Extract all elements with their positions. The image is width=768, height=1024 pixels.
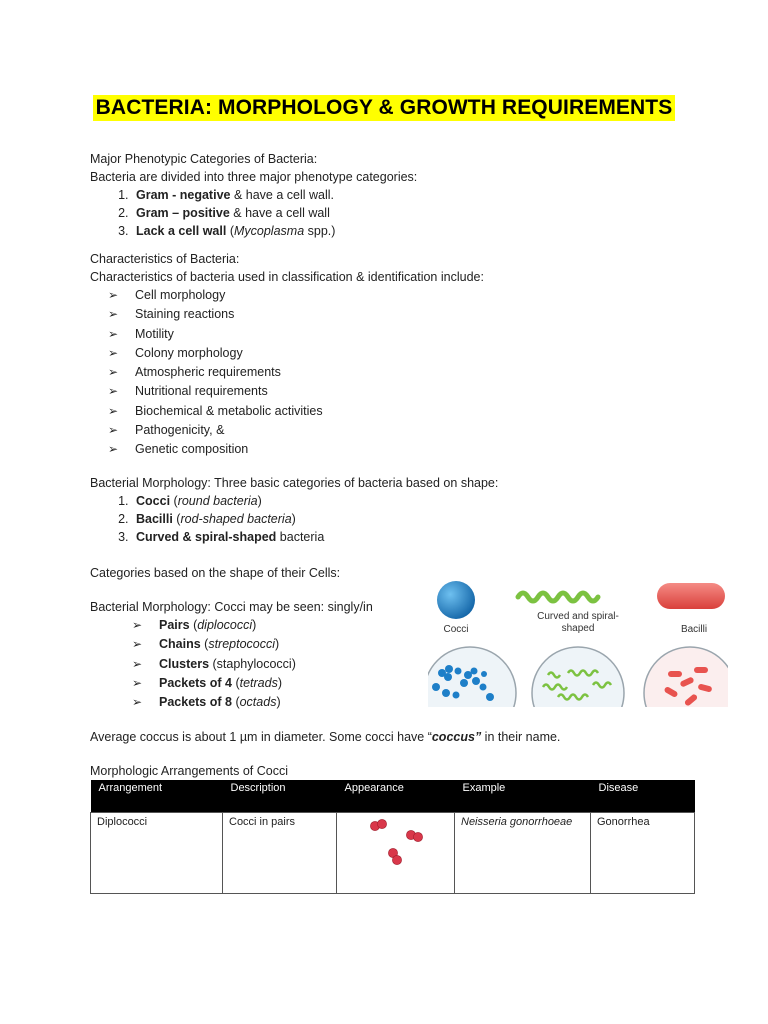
- characteristics-intro: Characteristics of bacteria used in classification & identification include:: [90, 270, 484, 284]
- table-title: Morphologic Arrangements of Cocci: [90, 764, 289, 778]
- cocci-arrangements-table: [90, 780, 695, 894]
- phenotypic-intro: Bacteria are divided into three major phenotype categories:: [90, 170, 418, 184]
- list-item: ➢ Pathogenicity, &: [108, 421, 710, 440]
- phenotypic-section: [90, 150, 710, 240]
- characteristics-section: [90, 250, 710, 460]
- bacteria-shapes-svg: [428, 575, 728, 707]
- header-example: Example: [455, 780, 591, 813]
- curved-label-line2: shaped: [561, 623, 595, 634]
- header-arrangement: Arrangement: [91, 780, 223, 813]
- list-item: ➢ Biochemical & metabolic activities: [108, 402, 710, 421]
- curved-label-line1: Curved and spiral-: [537, 611, 619, 622]
- list-item: 2. Gram – positive & have a cell wall: [132, 204, 710, 222]
- cell-disease: Gonorrhea: [591, 813, 695, 894]
- list-item: 1. Cocci (round bacteria): [132, 492, 710, 510]
- list-item: ➢ Clusters (staphylococci): [132, 655, 410, 674]
- cocci-seen-intro: Bacterial Morphology: Cocci may be seen: singly/in: [90, 600, 373, 614]
- header-disease: Disease: [591, 780, 695, 813]
- list-item: 3. Lack a cell wall (Mycoplasma spp.): [132, 222, 710, 240]
- spiral-icon: [518, 593, 598, 601]
- page-title: BACTERIA: MORPHOLOGY & GROWTH REQUIREMENTS: [93, 95, 676, 121]
- list-item: ➢ Nutritional requirements: [108, 382, 710, 401]
- average-coccus-text: [90, 728, 710, 746]
- cell-description: Cocci in pairs: [223, 813, 337, 894]
- cell-arrangement: Diplococci: [91, 813, 223, 894]
- bacilli-label: Bacilli: [680, 624, 708, 635]
- list-item: 2. Bacilli (rod-shaped bacteria): [132, 510, 710, 528]
- list-item: 3. Curved & spiral-shaped bacteria: [132, 528, 710, 546]
- list-item: ➢ Staining reactions: [108, 305, 710, 324]
- list-item: ➢ Pairs (diplococci): [132, 616, 410, 635]
- diplococci-icon: [343, 816, 433, 876]
- header-description: Description: [223, 780, 337, 813]
- table-row: [91, 813, 695, 894]
- cocci-micrograph: [428, 647, 516, 707]
- list-item: ➢ Packets of 8 (octads): [132, 693, 410, 712]
- title-wrap: [0, 95, 768, 121]
- characteristics-heading: Characteristics of Bacteria:: [90, 252, 240, 266]
- list-item: ➢ Motility: [108, 325, 710, 344]
- characteristics-list: [90, 286, 710, 460]
- table-header-row: [91, 780, 695, 813]
- list-item: ➢ Chains (streptococci): [132, 635, 410, 654]
- list-item: ➢ Cell morphology: [108, 286, 710, 305]
- header-appearance: Appearance: [337, 780, 455, 813]
- phenotypic-list: [90, 186, 710, 240]
- bacteria-shapes-figure: [428, 575, 728, 707]
- list-item: ➢ Colony morphology: [108, 344, 710, 363]
- average-coccus: Average coccus is about 1 µm in diameter. Some cocci have “coccus” in their name.: [90, 730, 561, 744]
- cell-appearance: [337, 813, 455, 894]
- morphology-intro: Bacterial Morphology: Three basic categories of bacteria based on shape:: [90, 476, 499, 490]
- cell-example: Neisseria gonorrhoeae: [455, 813, 591, 894]
- shape-categories: Categories based on the shape of their Cells:: [90, 566, 341, 580]
- list-item: ➢ Packets of 4 (tetrads): [132, 674, 410, 693]
- list-item: ➢ Genetic composition: [108, 440, 710, 459]
- list-item: ➢ Atmospheric requirements: [108, 363, 710, 382]
- coccus-icon: [437, 581, 475, 619]
- cocci-seen-list: [90, 616, 410, 712]
- morphology-list: [90, 492, 710, 546]
- bacillus-icon: [657, 583, 725, 609]
- phenotypic-heading: Major Phenotypic Categories of Bacteria:: [90, 152, 318, 166]
- list-item: 1. Gram - negative & have a cell wall.: [132, 186, 710, 204]
- cocci-label: Cocci: [443, 624, 469, 635]
- cocci-seen-section: [90, 598, 410, 712]
- bacilli-micrograph: [644, 647, 728, 707]
- morphology-section: [90, 474, 710, 546]
